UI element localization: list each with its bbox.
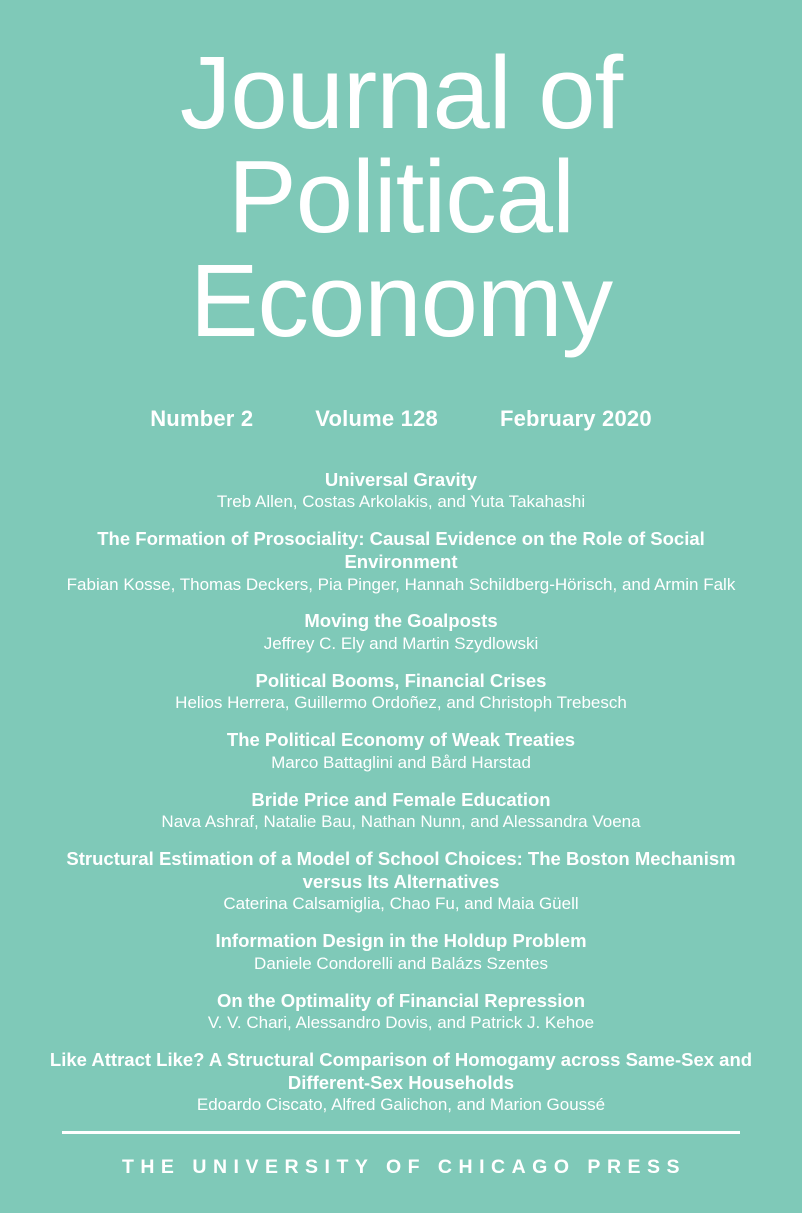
- journal-title-line-1: Journal of: [179, 35, 623, 150]
- article-title: On the Optimality of Financial Repression: [216, 989, 585, 1011]
- article-title: The Formation of Prosociality: Causal Evidence on the Role of Social Environment: [97, 528, 705, 572]
- issue-number: Number 2: [150, 405, 254, 431]
- issue-volume: Volume 128: [315, 405, 438, 431]
- toc-entry: [44, 729, 758, 773]
- article-authors: Marco Battaglini and Bård Harstad: [271, 752, 531, 772]
- article-title: Like Attract Like? A Structural Comparison of Homogamy across Same-Sex and Different-Sex Households: [49, 1049, 753, 1093]
- article-authors: Caterina Calsamiglia, Chao Fu, and Maia Güell: [223, 894, 579, 914]
- article-authors: Edoardo Ciscato, Alfred Galichon, and Marion Goussé: [196, 1095, 606, 1115]
- article-authors: Fabian Kosse, Thomas Deckers, Pia Pinger, Hannah Schildberg-Hörisch, and Armin Falk: [66, 574, 736, 594]
- article-authors: Treb Allen, Costas Arkolakis, and Yuta Takahashi: [216, 492, 586, 512]
- journal-title-line-2: Political: [228, 138, 574, 254]
- publisher-name: THE UNIVERSITY OF CHICAGO PRESS: [121, 1156, 687, 1179]
- issue-date: February 2020: [499, 405, 652, 431]
- article-authors: Daniele Condorelli and Balázs Szentes: [254, 953, 548, 973]
- toc-entry: [44, 848, 758, 915]
- article-authors: V. V. Chari, Alessandro Dovis, and Patrick J. Kehoe: [207, 1013, 595, 1033]
- article-authors: Nava Ashraf, Natalie Bau, Nathan Nunn, and Alessandra Voena: [161, 812, 641, 832]
- article-title: Moving the Goalposts: [304, 610, 498, 632]
- journal-masthead: [0, 0, 802, 358]
- article-title: Universal Gravity: [324, 468, 478, 490]
- cover-footer: [0, 1131, 802, 1213]
- article-title: Information Design in the Holdup Problem: [215, 930, 587, 952]
- issue-info: [0, 390, 802, 447]
- toc-entry: [44, 990, 758, 1034]
- toc-entry: [44, 1049, 758, 1116]
- toc-entry: [44, 610, 758, 654]
- toc-entry: [44, 670, 758, 714]
- journal-title-line-3: Economy: [189, 242, 613, 358]
- toc-entry: [44, 789, 758, 833]
- article-authors: Helios Herrera, Guillermo Ordoñez, and Christoph Trebesch: [175, 693, 627, 713]
- toc-entry: [44, 930, 758, 974]
- toc-entry: [44, 469, 758, 513]
- article-title: The Political Economy of Weak Treaties: [226, 729, 576, 751]
- article-authors: Jeffrey C. Ely and Martin Szydlowski: [263, 633, 539, 653]
- divider-footer: [62, 1131, 740, 1134]
- table-of-contents: [0, 469, 802, 1131]
- article-title: Structural Estimation of a Model of School Choices: The Boston Mechanism versus Its Alternatives: [66, 848, 736, 892]
- toc-entry: [44, 528, 758, 595]
- article-title: Bride Price and Female Education: [251, 788, 551, 810]
- article-title: Political Booms, Financial Crises: [255, 669, 547, 691]
